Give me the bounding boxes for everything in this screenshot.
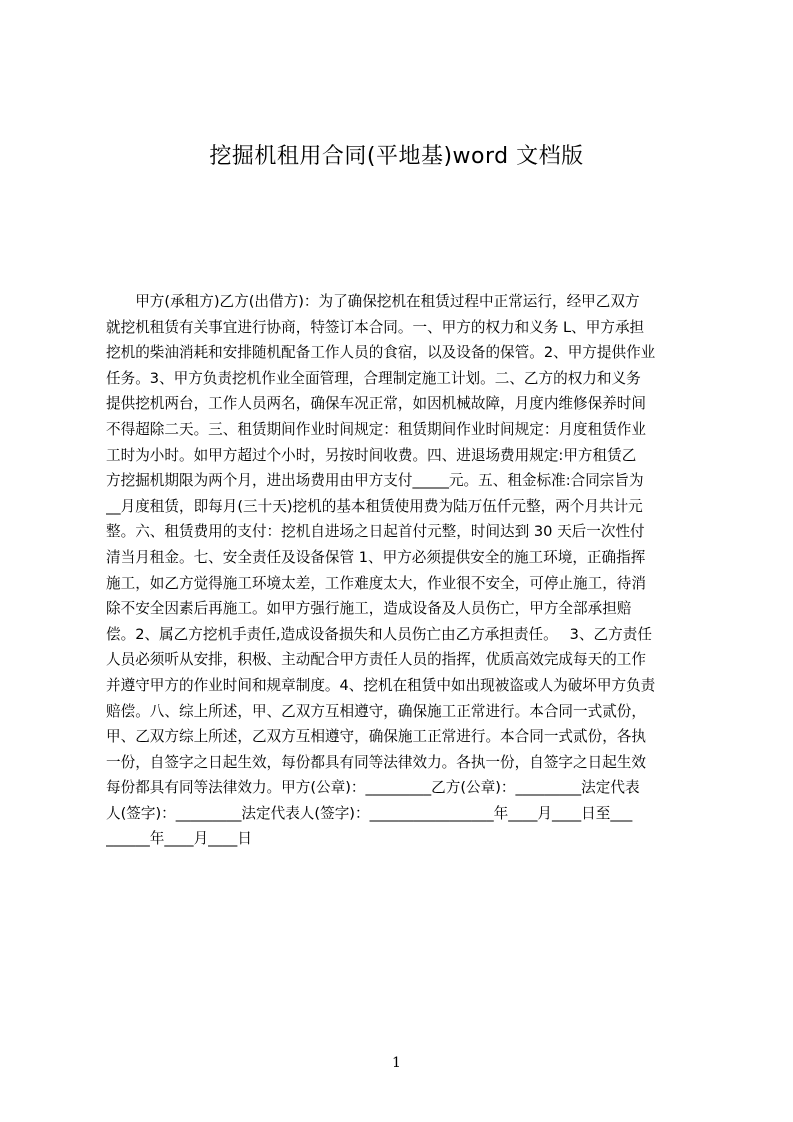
body-line: 整。六、租赁费用的支付：挖机自进场之日起首付元整，时间达到 30 天后一次性付 [106, 523, 645, 541]
body-line: 甲方(承租方)乙方(出借方)：为了确保挖机在租赁过程中正常运行，经甲乙双方 [106, 293, 640, 310]
body-line: 一份，自签字之日起生效，每份都具有同等法律效力。各执一份，自签字之日起生效 [106, 753, 646, 771]
body-line: __月度租赁，即每月(三十天)挖机的基本租赁使用费为陆万伍仟元整，两个月共计元 [106, 497, 643, 515]
body-line: 赔偿。八、综上所述，甲、乙双方互相遵守，确保施工正常进行。本合同一式贰份， [106, 702, 646, 720]
body-line: 清当月租金。七、安全责任及设备保管 1、甲方必须提供安全的施工环境，正确指挥 [106, 548, 646, 566]
body-line: 人(签字)：_________法定代表人(签字)：_________________年____月____日至___ [106, 804, 633, 822]
contract-body [106, 289, 696, 852]
body-line: 人员必须听从安排，积极、主动配合甲方责任人员的指挥，优质高效完成每天的工作 [106, 651, 646, 669]
body-line: 就挖机租赁有关事宜进行协商，特签订本合同。一、甲方的权力和义务 L、甲方承担 [106, 318, 645, 336]
body-line: 方挖掘机期限为两个月，进出场费用由甲方支付_____元。五、租金标准:合同宗旨为 [106, 472, 644, 490]
document-title: 挖掘机租用合同(平地基)word 文档版 [209, 144, 584, 169]
page-number: 1 [392, 1055, 401, 1071]
body-line: 并遵守甲方的作业时间和规章制度。4、挖机在租赁中如出现被盗或人为破坏甲方负责 [106, 676, 656, 694]
body-line: 提供挖机两台，工作人员两名，确保车况正常，如因机械故障，月度内维修保养时间 [106, 395, 646, 413]
body-line: 挖机的柴油消耗和安排随机配备工作人员的食宿，以及设备的保管。2、甲方提供作业 [106, 344, 656, 362]
body-line: 工时为小时。如甲方超过个小时，另按时间收费。四、进退场费用规定:甲方租赁乙 [106, 446, 637, 464]
body-line: 不得超除二天。三、租赁期间作业时间规定：租赁期间作业时间规定：月度租赁作业 [106, 420, 646, 438]
body-line: ______年____月____日 [106, 830, 252, 848]
body-line: 甲、乙双方综上所述，乙双方互相遵守，确保施工正常进行。本合同一式贰份，各执 [106, 728, 646, 746]
body-line: 每份都具有同等法律效力。甲方(公章)：_________乙方(公章)：_________法定代表 [106, 779, 640, 797]
body-line: 施工，如乙方觉得施工环境太差，工作难度太大，作业很不安全，可停止施工，待消 [106, 574, 646, 592]
body-line: 偿。2、属乙方挖机手责任,造成设备损失和人员伤亡由乙方承担责任。 3、乙方责任 [106, 625, 652, 643]
body-line: 任务。3、甲方负责挖机作业全面管理，合理制定施工计划。二、乙方的权力和义务 [106, 369, 641, 387]
body-line: 除不安全因素后再施工。如甲方强行施工，造成设备及人员伤亡，甲方全部承担赔 [106, 600, 632, 618]
